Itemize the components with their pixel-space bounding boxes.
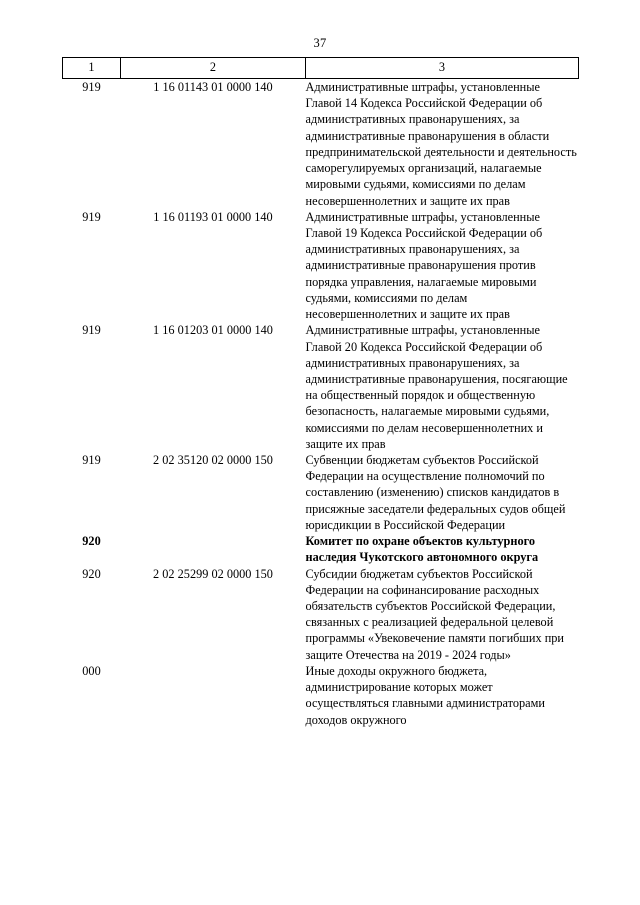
table-row-section-heading [63, 533, 579, 565]
cell-admin-code: 920 [82, 566, 101, 581]
cell-admin-code: 920 [82, 534, 101, 549]
column-header-3: 3 [306, 58, 579, 79]
cell-admin-code: 000 [82, 663, 101, 678]
table-row [63, 663, 579, 728]
table-row [63, 209, 579, 323]
page-number: 37 [313, 36, 327, 50]
cell-revenue-name: Субвенции бюджетам субъектов Российской Федерации на осуществление полномочий по составлению (изменению) списков кандидатов в присяжные заседатели федеральных судов общей юрисдикции в Российской Федерации [305, 453, 566, 532]
cell-revenue-name: Административные штрафы, установленные Главой 20 Кодекса Российской Федерации об административных правонарушениях, за административные правонарушения, посягающие на общественный порядок и общественную безопасность, налагаемые мировыми судьями, комиссиями по делам несовершеннолетних и защите их прав [305, 323, 568, 451]
cell-budget-classification-code: 1 16 01143 01 0000 140 [153, 80, 273, 94]
cell-admin-code: 919 [82, 80, 101, 94]
table-row [63, 322, 579, 452]
budget-codes-table [62, 57, 579, 728]
column-header-2: 2 [121, 58, 306, 79]
table-row [63, 566, 579, 663]
table-container [62, 57, 578, 728]
cell-revenue-name: Иные доходы окружного бюджета, администрирование которых может осуществляться главными администраторами доходов окружного [305, 663, 546, 727]
cell-admin-code: 919 [82, 453, 101, 468]
table-row [63, 452, 579, 533]
cell-revenue-name: Комитет по охране объектов культурного наследия Чукотского автономного округа [305, 534, 539, 565]
cell-revenue-name: Субсидии бюджетам субъектов Российской Федерации на софинансирование расходных обязательств субъектов Российской Федерации, связанных с реализацией федеральной целевой программы «Увековечение памяти погибших при защите Отечества на 2019 - 2024 годы» [305, 566, 565, 662]
column-header-1: 1 [63, 58, 121, 79]
cell-budget-classification-code: 2 02 25299 02 0000 150 [153, 566, 273, 581]
table-header [63, 58, 579, 79]
cell-budget-classification-code [121, 663, 306, 728]
table-body [63, 79, 579, 728]
cell-budget-classification-code: 1 16 01203 01 0000 140 [153, 323, 273, 338]
table-row [63, 79, 579, 209]
cell-budget-classification-code [121, 533, 306, 565]
cell-admin-code: 919 [82, 209, 101, 224]
cell-revenue-name: Административные штрафы, установленные Главой 19 Кодекса Российской Федерации об административных правонарушениях, за административные правонарушения против порядка управления, налагаемые мировыми судьями, комиссиями по делам несовершеннолетних и защите их прав [305, 209, 543, 322]
cell-admin-code: 919 [82, 323, 101, 338]
cell-revenue-name: Административные штрафы, установленные Главой 14 Кодекса Российской Федерации об административных правонарушениях, за административные правонарушения в области предпринимательской деятельности и деятельность саморегулируемых организаций, налагаемые мировыми судьями, комиссиями по делам несовершеннолетних и защите их прав [305, 80, 577, 208]
cell-budget-classification-code: 2 02 35120 02 0000 150 [153, 453, 273, 468]
cell-budget-classification-code: 1 16 01193 01 0000 140 [153, 209, 273, 224]
table-header-row [63, 58, 579, 79]
